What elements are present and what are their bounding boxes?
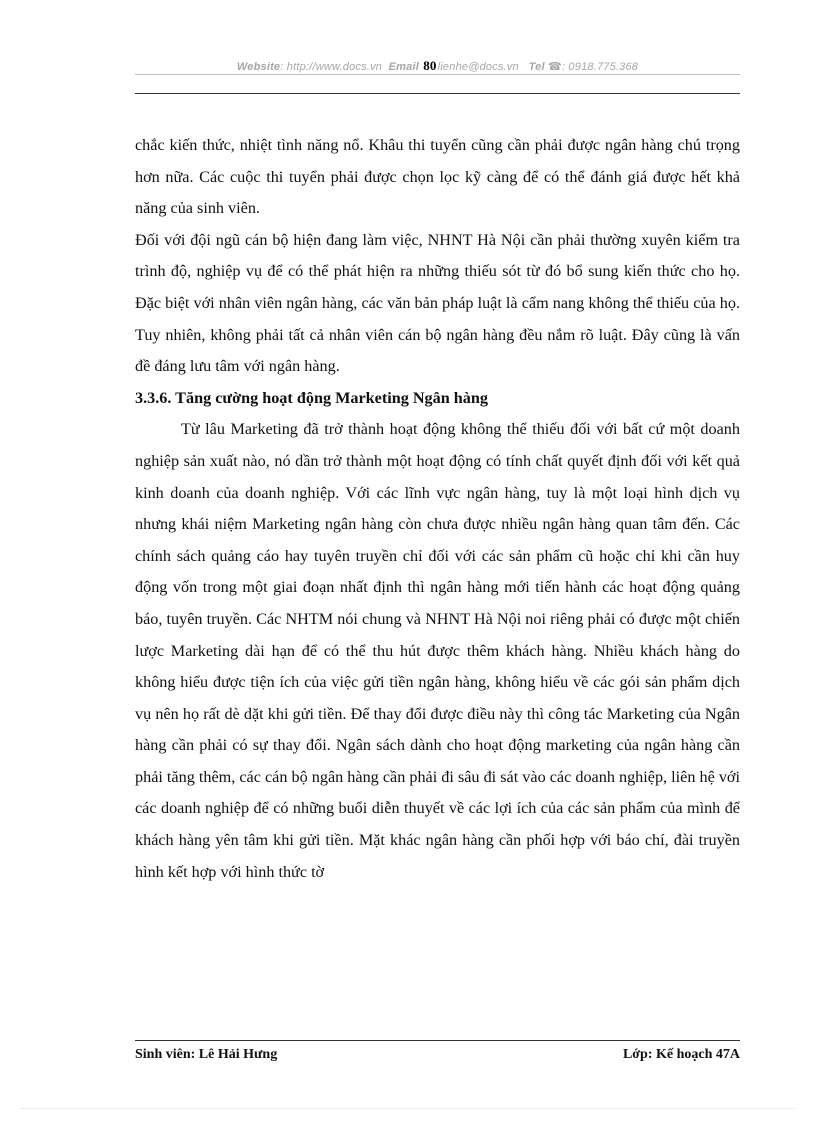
tel-value: : 0918.775.368 — [561, 61, 639, 73]
paragraph-2: Đối với đội ngũ cán bộ hiện đang làm việc, NHNT Hà Nội cần phải thường xuyên kiểm tra trình độ, nghiệp vụ để có thể phát hiện ra những thiếu sót từ đó bổ sung kiến thức cho họ. Đặc biệt với nhân viên ngân hàng, các văn bản pháp luật là cẩm nang không thể thiếu của họ. Tuy nhiên, không phải tất cả nhân viên cán bộ ngân hàng đều nắm rõ luật. Đây cũng là vấn đề đáng lưu tâm với ngân hàng. — [135, 230, 740, 376]
email-value: lienhe@docs.vn — [437, 61, 519, 73]
header-divider — [135, 74, 740, 75]
phone-icon: ☎ — [548, 61, 562, 73]
header-contact-line — [135, 58, 740, 74]
tel-label: Tel — [528, 61, 545, 73]
paragraph-1: chắc kiến thức, nhiệt tình năng nổ. Khâu thi tuyển cũng cần phải được ngân hàng chú trọng hơn nữa. Các cuộc thi tuyển phải được chọn lọc kỹ càng để có thể đánh giá được hết khả năng của sinh viên. — [135, 136, 740, 218]
footer-student: Sinh viên: Lê Hải Hưng — [135, 1047, 278, 1062]
email-label: Email — [388, 61, 419, 73]
footer-class: Lớp: Kế hoạch 47A — [622, 1047, 740, 1062]
website-value: : http://www.docs.vn — [280, 61, 383, 73]
website-label: Website — [236, 61, 281, 73]
page-footer — [135, 1047, 740, 1069]
page-number: 80 — [423, 58, 437, 73]
top-rule — [135, 93, 740, 94]
section-heading: 3.3.6. Tăng cường hoạt động Marketing Ngân hàng — [135, 388, 488, 407]
paragraph-3: Từ lâu Marketing đã trở thành hoạt động không thể thiếu đối với bất cứ một doanh nghiệp sản xuất nào, nó dần trở thành một hoạt động có tính chất quyết định đối với kết quả kinh doanh của doanh nghiệp. Với các lĩnh vực ngân hàng, tuy là một loại hình dịch vụ nhưng khái niệm Marketing ngân hàng còn chưa được nhiều ngân hàng quan tâm đến. Các chính sách quảng cáo hay tuyên truyền chỉ đối với các sản phẩm cũ hoặc chỉ khi cần huy động vốn trong một giai đoạn nhất định thì ngân hàng mới tiến hành các hoạt động quảng báo, tuyên truyền. Các NHTM nói chung và NHNT Hà Nội noi riêng phải có được một chiến lược Marketing dài hạn để có thể thu hút được thêm khách hàng. Nhiều khách hàng do không hiểu được tiện ích của việc gửi tiền ngân hàng, không hiểu về các gói sản phẩm dịch vụ nên họ rất dè dặt khi gửi tiền. Để thay đổi được điều này thì công tác Marketing của Ngân hàng cần phải có sự thay đổi. Ngân sách dành cho hoạt động marketing của ngân hàng cần phải tăng thêm, các cán bộ ngân hàng cần phải đi sâu đi sát vào các doanh nghiệp, liên hệ với các doanh nghiệp để có những buổi diễn thuyết về các lợi ích của các sản phẩm của mình để khách hàng yên tâm khi gửi tiền. Mặt khác ngân hàng cần phối hợp với báo chí, đài truyền hình kết hợp với hình thức tờ — [135, 420, 740, 881]
page-header — [135, 56, 740, 78]
footer-rule — [135, 1040, 740, 1041]
page-bottom-edge — [20, 1108, 796, 1109]
page-body — [135, 130, 740, 888]
